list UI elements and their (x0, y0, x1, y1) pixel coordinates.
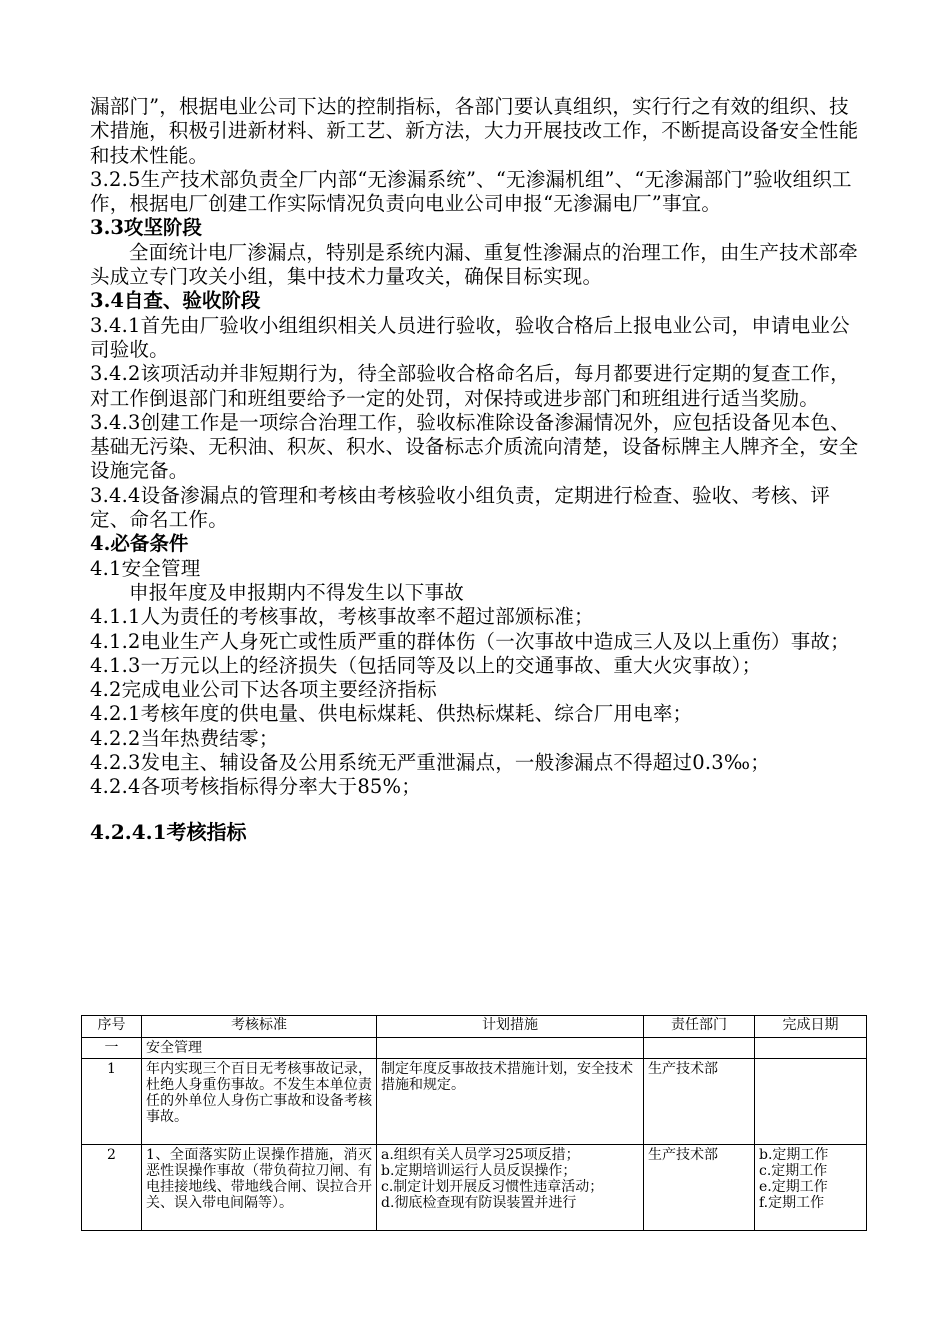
cell-date (755, 1038, 867, 1059)
paragraph: 漏部门”，根据电业公司下达的控制指标，各部门要认真组织，实行行之有效的组织、技术措施，积极引进新材料、新工艺、新方法，大力开展技改工作，不断提高设备安全性能和技术性能。 (90, 95, 859, 167)
paragraph: 3.2.5生产技术部负责全厂内部“无渗漏系统”、“无渗漏机组”、“无渗漏部门”验收组织工作，根据电厂创建工作实际情况负责向电业公司申报“无渗漏电厂”事宜。 (90, 167, 852, 216)
section-heading: 3.4自查、验收阶段 (90, 289, 261, 313)
cell-no: 一 (82, 1038, 142, 1059)
paragraph: 4.2.2当年热费结零； (90, 726, 279, 750)
measure-line: b.定期培训运行人员反误操作； (381, 1163, 577, 1179)
cell-standard: 安全管理 (142, 1038, 377, 1059)
cell-measures: 制定年度反事故技术措施计划，安全技术措施和规定。 (377, 1059, 644, 1145)
table-row (82, 1145, 867, 1231)
cell-dept: 生产技术部 (644, 1059, 755, 1145)
col-header-no: 序号 (82, 1016, 142, 1038)
date-line: f.定期工作 (759, 1195, 825, 1211)
assessment-table (81, 1015, 867, 1231)
paragraph: 3.4.1首先由厂验收小组组织相关人员进行验收，验收合格后上报电业公司，申请电业公司验收。 (90, 313, 850, 361)
col-header-dept: 责任部门 (644, 1016, 755, 1038)
measure-line: a.组织有关人员学习25项反措； (381, 1147, 580, 1163)
cell-measures (377, 1145, 644, 1231)
paragraph: 4.1.3一万元以上的经济损失（包括同等及以上的交通事故、重大火灾事故）； (90, 653, 762, 677)
col-header-date: 完成日期 (755, 1016, 867, 1038)
table-section-heading: 4.2.4.1考核指标 (90, 819, 247, 844)
cell-standard: 1、全面落实防止误操作措施，消灭恶性误操作事故（带负荷拉刀闸、有电挂接地线、带地线合闸、误拉合开关、误入带电间隔等）。 (142, 1145, 377, 1231)
cell-dept (644, 1038, 755, 1059)
cell-no: 1 (82, 1059, 142, 1145)
paragraph: 3.4.4设备渗漏点的管理和考核由考核验收小组负责，定期进行检查、验收、考核、评定、命名工作。 (90, 483, 831, 532)
paragraph: 4.1.2电业生产人身死亡或性质严重的群体伤（一次事故中造成三人及以上重伤）事故； (90, 629, 850, 653)
paragraph: 4.1安全管理 (90, 556, 201, 580)
paragraph: 4.2.3发电主、辅设备及公用系统无严重泄漏点，一般渗漏点不得超过0.3‰； (90, 751, 770, 775)
paragraph: 4.2完成电业公司下达各项主要经济指标 (90, 678, 437, 702)
cell-measures (377, 1038, 644, 1059)
section-heading: 3.3攻坚阶段 (90, 216, 202, 240)
date-line: e.定期工作 (759, 1179, 828, 1195)
cell-no: 2 (82, 1145, 142, 1231)
paragraph: 3.4.2该项活动并非短期行为，待全部验收合格命名后，每月都要进行定期的复查工作，对工作倒退部门和班组要给予一定的处罚，对保持或进步部门和班组进行适当奖励。 (90, 362, 850, 410)
table-row (82, 1059, 867, 1145)
date-line: b.定期工作 (759, 1147, 829, 1163)
paragraph: 3.4.3创建工作是一项综合治理工作，验收标准除设备渗漏情况外，应包括设备见本色、基础无污染、无积油、积灰、积水、设备标志介质流向清楚，设备标牌主人牌齐全，安全设施完备。 (90, 410, 859, 483)
cell-date (755, 1059, 867, 1145)
cell-standard: 年内实现三个百日无考核事故记录，杜绝人身重伤事故。不发生本单位责任的外单位人身伤亡事故和设备考核事故。 (142, 1059, 377, 1145)
paragraph: 申报年度及申报期内不得发生以下事故 (129, 580, 464, 604)
table-row (82, 1038, 867, 1059)
col-header-measures: 计划措施 (377, 1016, 644, 1038)
table-header-row (82, 1016, 867, 1038)
date-line: c.定期工作 (759, 1163, 828, 1179)
cell-dept: 生产技术部 (644, 1145, 755, 1231)
section-heading: 4.必备条件 (90, 532, 189, 556)
paragraph: 全面统计电厂渗漏点，特别是系统内漏、重复性渗漏点的治理工作，由生产技术部牵头成立专门攻关小组，集中技术力量攻关，确保目标实现。 (90, 240, 858, 289)
document-body (90, 95, 862, 862)
paragraph: 4.2.1考核年度的供电量、供电标煤耗、供热标煤耗、综合厂用电率； (90, 702, 693, 726)
measure-line: c.制定计划开展反习惯性违章活动； (381, 1179, 604, 1195)
col-header-standard: 考核标准 (142, 1016, 377, 1038)
paragraph: 4.1.1人为责任的考核事故，考核事故率不超过部颁标准； (90, 605, 594, 629)
paragraph: 4.2.4各项考核指标得分率大于85%； (90, 775, 421, 799)
measure-line: d.彻底检查现有防误装置并进行 (381, 1195, 577, 1211)
cell-date (755, 1145, 867, 1231)
